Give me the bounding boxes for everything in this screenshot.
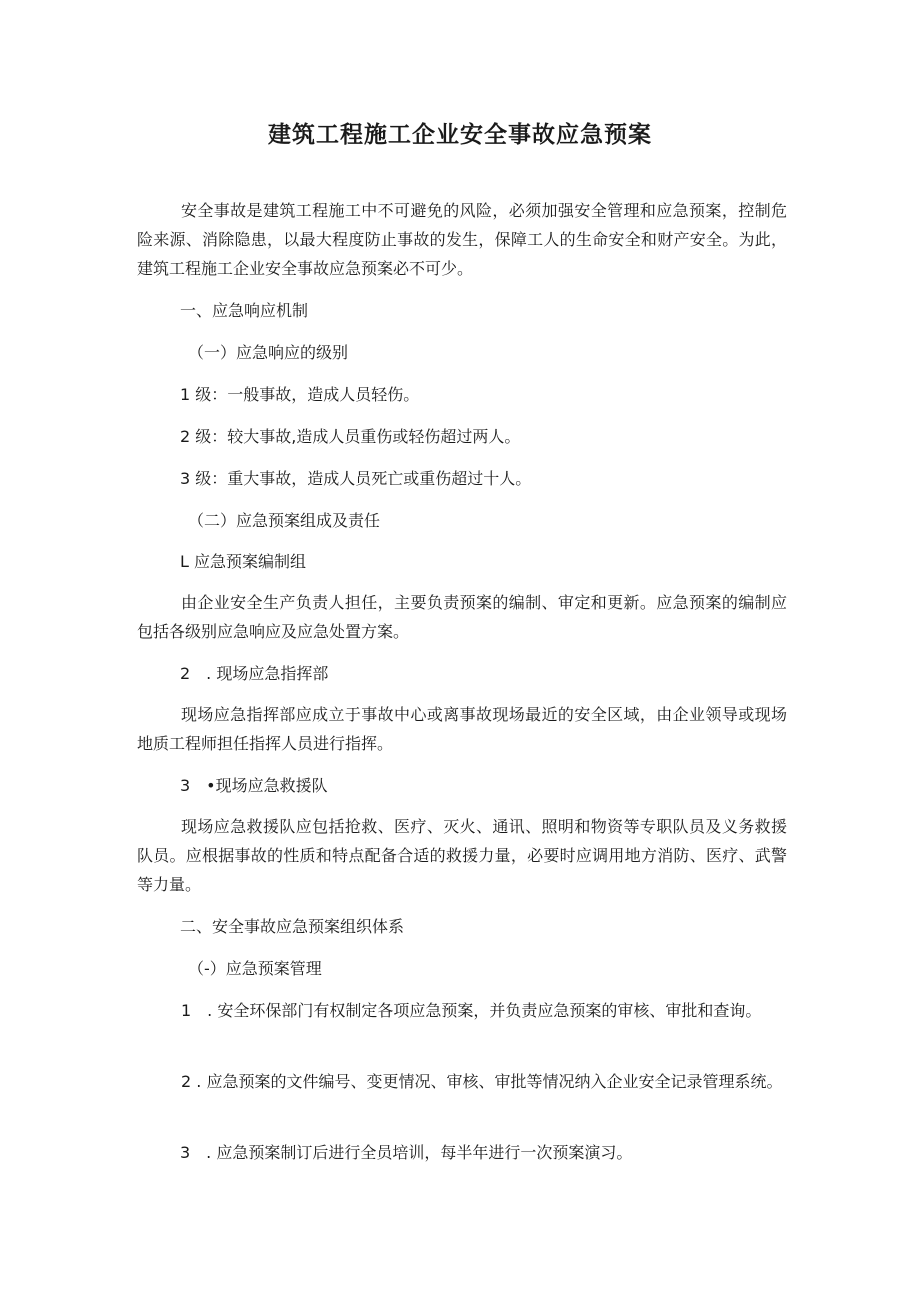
- management-item-3: 3 . 应急预案制订后进行全员培训，每半年进行一次预案演习。: [180, 1143, 633, 1162]
- management-item-2: 2 . 应急预案的文件编号、变更情况、审核、审批等情况纳入企业安全记录管理系统。: [181, 1072, 783, 1091]
- section-2-heading: 二、安全事故应急预案组织体系: [180, 917, 405, 936]
- section-1-sub-2-heading: （二）应急预案组成及责任: [188, 511, 381, 530]
- document-title: 建筑工程施工企业安全事故应急预案: [268, 122, 652, 148]
- item-1-heading: L 应急预案编制组: [180, 552, 307, 571]
- section-1-heading: 一、应急响应机制: [180, 301, 309, 320]
- item-2-heading: 2 . 现场应急指挥部: [180, 664, 329, 683]
- level-3-item: 3 级：重大事故，造成人员死亡或重伤超过十人。: [180, 469, 532, 488]
- item-3-paragraph: 现场应急救援队应包括抢救、医疗、灭火、通讯、照明和物资等专职队员及义务救援队员。应根据事故的性质和特点配备合适的救援力量，必要时应调用地方消防、医疗、武警等力量。: [137, 817, 787, 894]
- intro-paragraph: 安全事故是建筑工程施工中不可避免的风险，必须加强安全管理和应急预案，控制危险来源、消除隐患，以最大程度防止事故的发生，保障工人的生命安全和财产安全。为此，建筑工程施工企业安全事故应急预案必不可少。: [137, 201, 787, 278]
- level-1-item: 1 级：一般事故，造成人员轻伤。: [180, 385, 420, 404]
- item-3-heading: 3 •现场应急救援队: [180, 776, 328, 795]
- management-item-1: 1 . 安全环保部门有权制定各项应急预案，并负责应急预案的审核、审批和查询。: [181, 1001, 762, 1020]
- section-1-sub-1-heading: （一）应急响应的级别: [188, 343, 349, 362]
- level-2-item: 2 级：较大事故,造成人员重伤或轻伤超过两人。: [180, 427, 521, 446]
- item-1-paragraph: 由企业安全生产负责人担任，主要负责预案的编制、审定和更新。应急预案的编制应包括各级别应急响应及应急处置方案。: [137, 593, 787, 641]
- item-2-paragraph: 现场应急指挥部应成立于事故中心或离事故现场最近的安全区域，由企业领导或现场地质工程师担任指挥人员进行指挥。: [137, 705, 787, 753]
- section-2-sub-1-heading: （-）应急预案管理: [188, 959, 322, 978]
